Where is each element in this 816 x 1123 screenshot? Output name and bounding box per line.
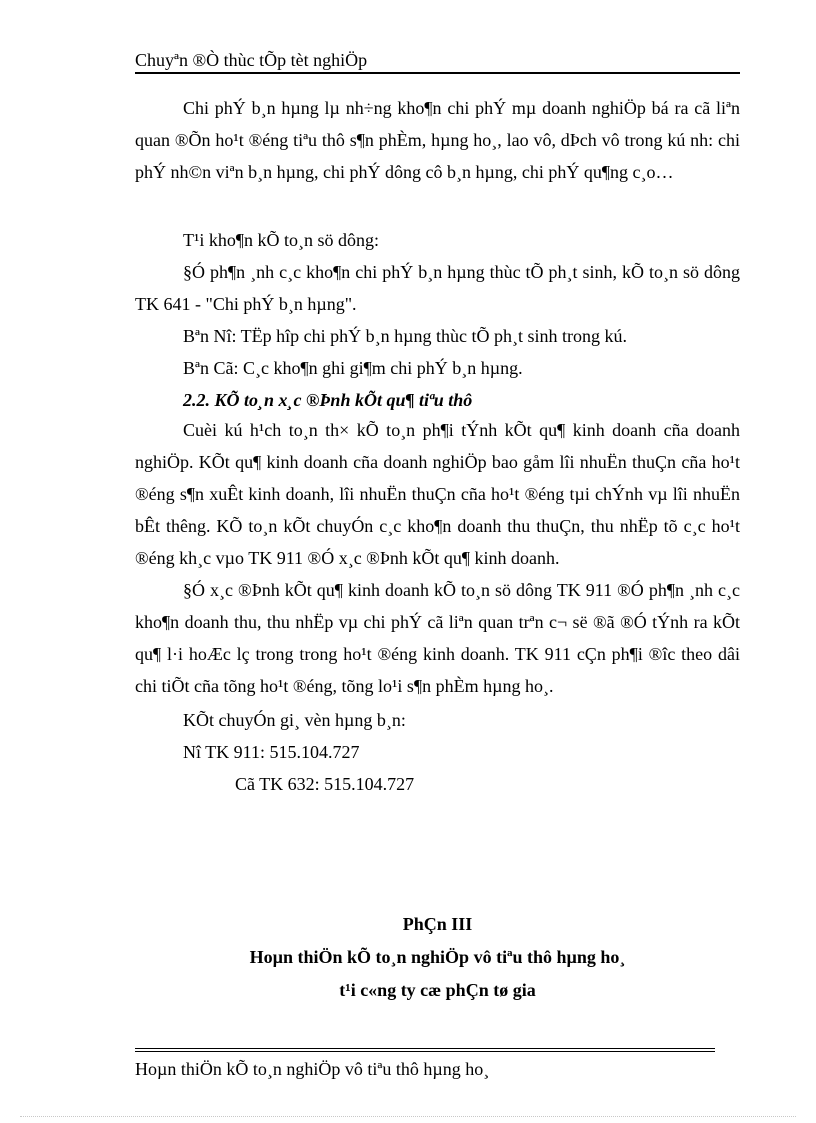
running-header: Chuyªn ®Ò thùc tÕp tèt nghiÖp <box>135 48 740 74</box>
paragraph-tk911: §Ó x¸c ®Þnh kÕt qu¶ kinh doanh kÕ to¸n sö dông TK 911 ®Ó ph¶n ¸nh c¸c kho¶n doanh thu, thu nhËp vµ chi phÝ cã liªn quan trªn c¬ së ®ã ®Ó tÝnh ra kÕt qu¶ l·i hoÆc lç trong trong ho¹t ®éng kinh doanh. TK 911 cÇn ph¶i ®îc theo dâi chi tiÕt cña tõng ho¹t ®éng, tõng lo¹i s¶n phÈm hµng ho¸. <box>135 580 740 696</box>
debit-side-line: Bªn Nî: TËp hîp chi phÝ b¸n hµng thùc tÕ ph¸t sinh trong kú. <box>183 326 627 346</box>
part-number-heading: PhÇn III <box>402 914 473 934</box>
account-usage-line: T¹i kho¶n kÕ to¸n sö dông: <box>183 230 380 250</box>
credit-amount-line: Cã TK 632: 515.104.727 <box>235 774 415 794</box>
paragraph-business-result: Cuèi kú h¹ch to¸n th× kÕ to¸n ph¶i tÝnh kÕt qu¶ kinh doanh cña doanh nghiÖp. KÕt qu¶ kinh doanh cña doanh nghiÖp bao gåm lîi nhuËn thuÇn cña ho¹t ®éng s¶n xuÊt kinh doanh, lîi nhuËn thuÇn cña ho¹t ®éng tµi chÝnh vµ lîi nhuËn bÊt thêng. KÕ to¸n kÕt chuyÓn c¸c kho¶n doanh thu thuÇn, thu nhËp tõ c¸c ho¹t ®éng kh¸c vµo TK 911 ®Ó x¸c ®Þnh kÕt qu¶ kinh doanh. <box>135 420 740 568</box>
footer-rule-bottom <box>135 1051 715 1052</box>
page-edge-divider <box>20 1116 796 1117</box>
part-title-line-2: t¹i c«ng ty cæ phÇn tø gia <box>339 980 536 1000</box>
paragraph-selling-expenses: Chi phÝ b¸n hµng lµ nh÷ng kho¶n chi phÝ mµ doanh nghiÖp bá ra cã liªn quan ®Õn ho¹t ®éng tiªu thô s¶n phÈm, hµng ho¸, lao vô, dÞch vô trong kú nh: chi phÝ nh©n viªn b¸n hµng, chi phÝ dông cô b¸n hµng, chi phÝ qu¶ng c¸o… <box>135 98 740 182</box>
running-footer: Hoµn thiÖn kÕ to¸n nghiÖp vô tiªu thô hµng ho¸ <box>135 1059 490 1079</box>
paragraph-tk641: §Ó ph¶n ¸nh c¸c kho¶n chi phÝ b¸n hµng thùc tÕ ph¸t sinh, kÕ to¸n sö dông TK 641 - "Chi phÝ b¸n hµng". <box>135 262 740 314</box>
debit-amount-line: Nî TK 911: 515.104.727 <box>183 742 360 762</box>
section-heading: 2.2. KÕ to¸n x¸c ®Þnh kÕt qu¶ tiªu thô <box>183 390 473 410</box>
footer-rule-top <box>135 1048 715 1049</box>
part-title-line-1: Hoµn thiÖn kÕ to¸n nghiÖp vô tiªu thô hµng ho¸ <box>249 947 626 967</box>
credit-side-line: Bªn Cã: C¸c kho¶n ghi gi¶m chi phÝ b¸n hµng. <box>183 358 523 378</box>
transfer-cost-line: KÕt chuyÓn gi¸ vèn hµng b¸n: <box>183 710 406 730</box>
